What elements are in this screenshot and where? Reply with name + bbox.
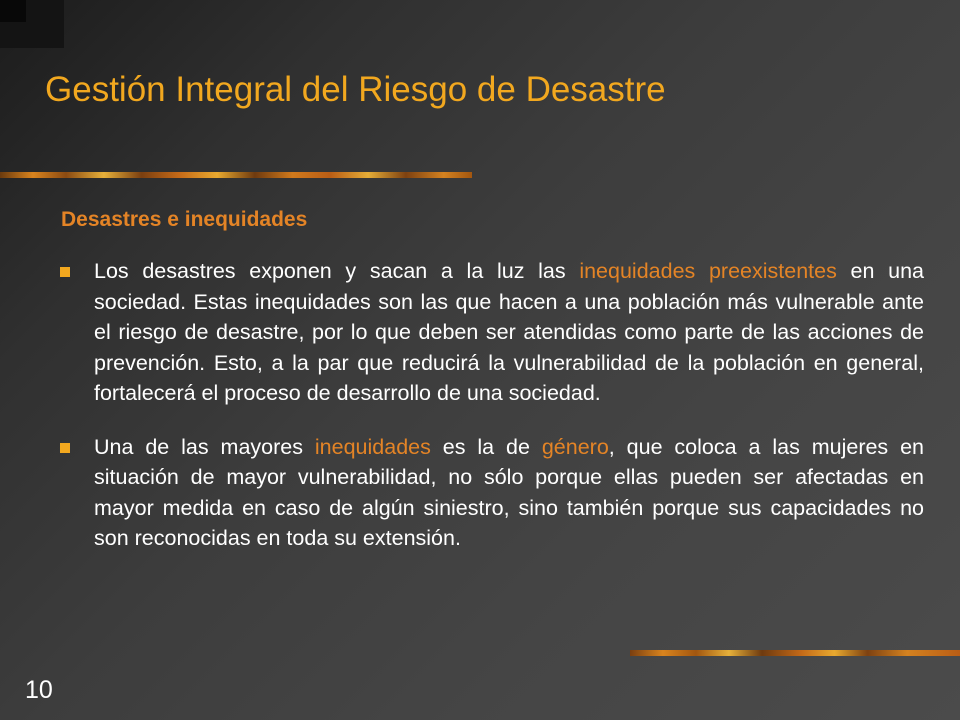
bottom-divider (630, 650, 960, 656)
slide-number: 10 (25, 676, 53, 704)
bullet-text-segment: Una de las mayores (94, 434, 315, 459)
bullet-text-segment: Los desastres exponen y sacan a la luz las (94, 259, 580, 283)
highlighted-term: inequidades preexistentes (579, 259, 837, 283)
title-divider (0, 172, 472, 178)
bullet-text-segment: en una sociedad. Estas inequidades son las que hacen a una población más vulnerable ante el riesgo de desastre, por lo que deben ser atendidas como parte de las acciones de prevención. Esto, a la par que reducirá la vulnerabilidad de la población en general, fortalecerá el proceso de desarrollo de una sociedad. (94, 259, 924, 405)
slide-subtitle: Desastres e inequidades (61, 208, 308, 231)
bullet-text (94, 435, 924, 551)
square-bullet-icon (60, 443, 70, 453)
bullet-list (60, 256, 924, 554)
square-bullet-icon (60, 267, 70, 277)
bullet-text-segment: es la de (430, 434, 542, 459)
corner-decoration (0, 0, 64, 48)
bullet-item (60, 432, 924, 554)
slide-title: Gestión Integral del Riesgo de Desastre (45, 70, 666, 109)
bullet-text-segment: , que coloca a las mujeres en situación de mayor vulnerabilidad, no sólo porque ellas pueden ser afectadas en mayor medida en caso de algún siniestro, sino también porque sus capacidades no son reconocidas en toda su extensión. (94, 434, 924, 550)
bullet-item (60, 256, 924, 409)
highlighted-term: inequidades (314, 434, 431, 459)
highlighted-term: género (541, 434, 609, 459)
bullet-text (94, 259, 924, 405)
